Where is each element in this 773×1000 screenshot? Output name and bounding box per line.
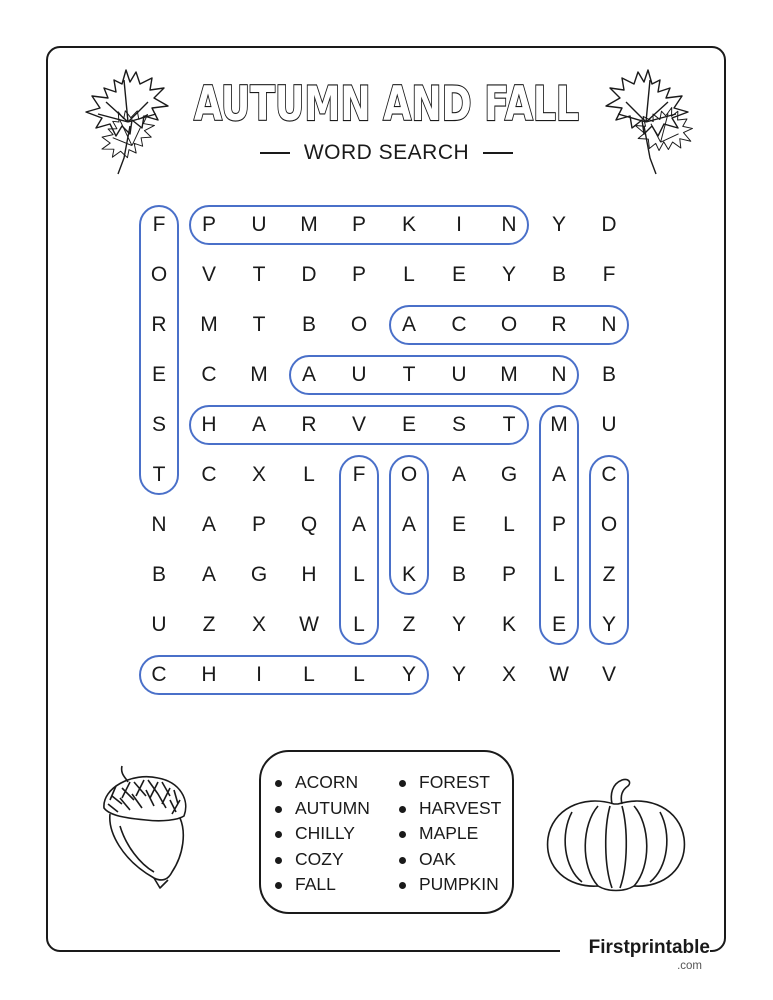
grid-letter[interactable]: P — [501, 563, 516, 586]
word-list-item: OAK — [399, 847, 501, 873]
grid-letter[interactable]: L — [303, 463, 315, 486]
grid-letter[interactable]: T — [252, 313, 266, 336]
grid-letter[interactable]: E — [401, 413, 416, 436]
grid-letter[interactable]: T — [402, 363, 416, 386]
grid-letter[interactable]: V — [601, 663, 616, 686]
grid-letter[interactable]: Y — [401, 663, 416, 686]
grid-letter[interactable]: P — [551, 513, 566, 536]
subtitle — [230, 138, 543, 168]
grid-letter[interactable]: R — [301, 413, 317, 436]
grid-letter[interactable]: G — [500, 463, 518, 486]
grid-letter[interactable]: P — [351, 213, 366, 236]
title-text: AUTUMN AND FALL — [194, 77, 579, 132]
grid-letter[interactable]: W — [549, 663, 569, 686]
grid-letter[interactable]: F — [352, 463, 366, 486]
grid-letter[interactable]: L — [353, 613, 365, 636]
grid-letter[interactable]: O — [600, 513, 618, 536]
grid-letter[interactable]: P — [201, 213, 216, 236]
grid-letter[interactable]: I — [456, 213, 462, 236]
subtitle-rule-right — [483, 152, 513, 154]
grid-letter[interactable]: Y — [601, 613, 616, 636]
word-list-item: ACORN — [275, 770, 370, 796]
grid-letter[interactable]: A — [201, 513, 216, 536]
grid-letter[interactable]: C — [201, 463, 217, 486]
grid-letter[interactable]: O — [400, 463, 418, 486]
grid-letter[interactable]: H — [301, 563, 317, 586]
maple-leaf-icon — [586, 62, 696, 182]
word-list-item: CHILLY — [275, 821, 370, 847]
grid-letter[interactable]: D — [301, 263, 317, 286]
word-list-left — [275, 770, 370, 898]
grid-letter[interactable]: L — [303, 663, 315, 686]
grid-letter[interactable]: D — [601, 213, 617, 236]
grid-letter[interactable]: Y — [501, 263, 516, 286]
word-list-item: AUTUMN — [275, 796, 370, 822]
word-list-item: FALL — [275, 872, 370, 898]
grid-letter[interactable]: M — [250, 363, 268, 386]
word-list-item: HARVEST — [399, 796, 501, 822]
grid-letter[interactable]: C — [451, 313, 467, 336]
acorn-icon — [92, 760, 202, 895]
grid-letter[interactable]: A — [401, 313, 416, 336]
grid-letter[interactable]: N — [551, 363, 567, 386]
grid-letter[interactable]: M — [300, 213, 318, 236]
brand-name: Firstprintable — [588, 937, 710, 958]
grid-letter[interactable]: K — [401, 213, 416, 236]
subtitle-text: WORD SEARCH — [303, 141, 470, 164]
grid-letter[interactable]: M — [550, 413, 568, 436]
word-list-item: FOREST — [399, 770, 501, 796]
grid-letter[interactable]: H — [201, 413, 217, 436]
grid-letter[interactable]: O — [350, 313, 368, 336]
grid-letter[interactable]: A — [451, 463, 466, 486]
grid-letter[interactable]: G — [250, 563, 268, 586]
grid-letter[interactable]: P — [351, 263, 366, 286]
word-list-item: COZY — [275, 847, 370, 873]
grid-letter[interactable]: A — [351, 513, 366, 536]
page-title — [190, 70, 583, 132]
grid-letter[interactable]: W — [299, 613, 319, 636]
grid-letter[interactable]: A — [301, 363, 316, 386]
grid-letter[interactable]: U — [351, 363, 367, 386]
grid-letter[interactable]: C — [151, 663, 167, 686]
grid-letter[interactable]: O — [150, 263, 168, 286]
grid-letter[interactable]: X — [251, 463, 266, 486]
pumpkin-icon — [542, 776, 690, 894]
grid-letter[interactable]: B — [151, 563, 166, 586]
grid-letter[interactable]: F — [602, 263, 616, 286]
grid-letter[interactable]: E — [451, 513, 466, 536]
grid-letter[interactable]: A — [251, 413, 266, 436]
grid-letter[interactable]: O — [500, 313, 518, 336]
grid-letter[interactable]: I — [256, 663, 262, 686]
grid-letter[interactable]: B — [451, 563, 466, 586]
grid-letter[interactable]: T — [502, 413, 516, 436]
grid-letter[interactable]: Z — [602, 563, 616, 586]
grid-letter[interactable]: Y — [451, 613, 466, 636]
grid-letter[interactable]: Z — [202, 613, 216, 636]
grid-letter[interactable]: B — [601, 363, 616, 386]
grid-letter[interactable]: L — [353, 563, 365, 586]
grid-letter[interactable]: L — [503, 513, 515, 536]
grid-letter[interactable]: N — [151, 513, 167, 536]
grid-letter[interactable]: F — [152, 213, 166, 236]
grid-letter[interactable]: L — [353, 663, 365, 686]
grid-letter[interactable]: T — [252, 263, 266, 286]
grid-letter[interactable]: Z — [402, 613, 416, 636]
grid-letter[interactable]: H — [201, 663, 217, 686]
grid-letter[interactable]: A — [201, 563, 216, 586]
maple-leaf-icon — [78, 62, 188, 182]
grid-letter[interactable]: N — [601, 313, 617, 336]
grid-letter[interactable]: K — [401, 563, 416, 586]
grid-letter[interactable]: X — [501, 663, 516, 686]
brand-logo — [560, 936, 710, 976]
grid-letter[interactable]: B — [551, 263, 566, 286]
grid-letter[interactable]: V — [201, 263, 216, 286]
grid-letter[interactable]: T — [152, 463, 166, 486]
grid-letter[interactable]: Y — [551, 213, 566, 236]
grid-letter[interactable]: A — [401, 513, 416, 536]
letter-grid — [134, 200, 639, 700]
grid-letter[interactable]: X — [251, 613, 266, 636]
grid-letter[interactable]: U — [251, 213, 267, 236]
grid-letter[interactable]: M — [500, 363, 518, 386]
grid-letter[interactable]: R — [551, 313, 567, 336]
grid-letter[interactable]: N — [501, 213, 517, 236]
grid-letter[interactable]: B — [301, 313, 316, 336]
grid-letter[interactable]: E — [551, 613, 566, 636]
word-list-box — [259, 750, 514, 914]
grid-letter[interactable]: E — [151, 363, 166, 386]
grid-letter[interactable]: Q — [300, 513, 318, 536]
word-list-item: MAPLE — [399, 821, 501, 847]
grid-letter[interactable]: C — [601, 463, 617, 486]
word-list-item: PUMPKIN — [399, 872, 501, 898]
grid-letter[interactable]: R — [151, 313, 167, 336]
word-list-right — [399, 770, 501, 898]
grid-letter[interactable]: U — [451, 363, 467, 386]
grid-letter[interactable]: V — [351, 413, 366, 436]
grid-letter[interactable]: Y — [451, 663, 466, 686]
grid-letter[interactable]: L — [403, 263, 415, 286]
grid-letter[interactable]: U — [601, 413, 617, 436]
grid-letter[interactable]: E — [451, 263, 466, 286]
grid-letter[interactable]: C — [201, 363, 217, 386]
grid-letter[interactable]: K — [501, 613, 516, 636]
grid-letter[interactable]: A — [551, 463, 566, 486]
grid-letter[interactable]: U — [151, 613, 167, 636]
grid-letter[interactable]: P — [251, 513, 266, 536]
brand-tld: .com — [677, 960, 702, 972]
grid-letter[interactable]: S — [451, 413, 466, 436]
grid-letter[interactable]: L — [553, 563, 565, 586]
grid-letter[interactable]: M — [200, 313, 218, 336]
grid-letter[interactable]: S — [151, 413, 166, 436]
subtitle-rule-left — [260, 152, 290, 154]
